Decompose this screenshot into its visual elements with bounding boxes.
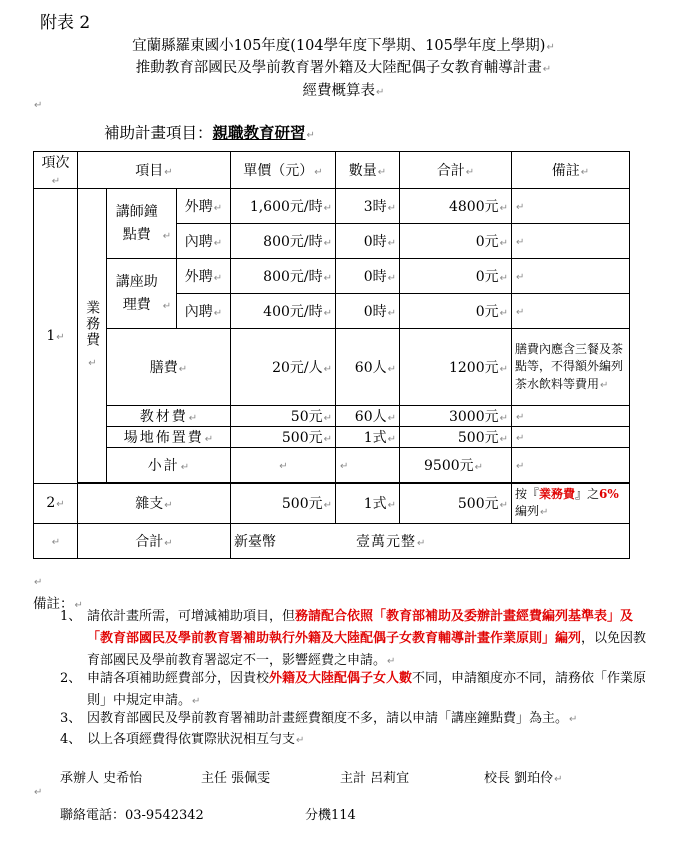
misc-note: 按『業務費』之6%編列↵	[512, 484, 630, 524]
row-index-2: 2↵	[34, 484, 78, 524]
remark-cell: ↵	[512, 224, 630, 259]
material-qty: 60人↵	[336, 406, 400, 427]
assist-int-qty: 0時↵	[336, 294, 400, 329]
assist-int-price: 400元/時↵	[231, 294, 336, 329]
assist-ext-price: 800元/時↵	[231, 259, 336, 294]
remark-cell: ↵	[512, 189, 630, 224]
paragraph-mark: ↵	[34, 100, 43, 111]
misc-qty: 1式↵	[336, 484, 400, 524]
internal-label: 內聘↵	[177, 294, 231, 329]
meal-label: 膳費↵	[107, 329, 231, 406]
document-title-line2: 推動教育部國民及學前教育署外籍及大陸配偶子女教育輔導計畫↵	[135, 60, 552, 76]
header-index: 項次↵	[34, 152, 78, 189]
paragraph-mark: ↵	[34, 787, 43, 798]
grand-amount: 新臺幣 壹萬元整↵	[231, 523, 630, 558]
meal-total: 1200元↵	[400, 329, 512, 406]
misc-total: 500元↵	[400, 484, 512, 524]
header-item: 項目↵	[78, 152, 231, 189]
subtotal-total: 9500元↵	[400, 448, 512, 483]
signature-handler: 承辦人 史希怡	[60, 771, 143, 786]
meal-price: 20元/人↵	[231, 329, 336, 406]
material-price: 50元↵	[231, 406, 336, 427]
table-row	[34, 189, 630, 224]
subtotal-qty: ↵	[336, 448, 400, 483]
signature-principal: 校長 劉珀伶↵	[484, 771, 563, 786]
assist-ext-total: 0元↵	[400, 259, 512, 294]
project-heading: 補助計畫項目：親職教育研習↵	[104, 123, 315, 142]
assist-int-total: 0元↵	[400, 294, 512, 329]
speaker-ext-price: 1,600元/時↵	[231, 189, 336, 224]
venue-qty: 1式↵	[336, 427, 400, 448]
header-remarks: 備註↵	[512, 152, 630, 189]
speaker-int-qty: 0時↵	[336, 224, 400, 259]
external-label: 外聘↵	[177, 259, 231, 294]
meal-qty: 60人↵	[336, 329, 400, 406]
subtotal-label: 小計↵	[107, 448, 231, 483]
attachment-label: 附表 2	[40, 13, 91, 33]
category-business-fee: 業務費↵	[78, 189, 107, 483]
speaker-int-price: 800元/時↵	[231, 224, 336, 259]
remark-cell: ↵	[512, 406, 630, 427]
contact-extension: 分機114	[305, 808, 356, 823]
header-total: 合計↵	[400, 152, 512, 189]
grand-label: 合計↵	[78, 523, 231, 558]
document-title-line1: 宜蘭縣羅東國小105年度(104學年度下學期、105學年度上學期)↵	[132, 38, 555, 54]
project-label: 補助計畫項目：	[104, 124, 213, 142]
table-header-row	[34, 152, 630, 189]
table-row	[34, 523, 630, 558]
meal-note: 膳費內應含三餐及茶點等，不得額外編列茶水飲料等費用↵	[512, 329, 630, 406]
speaker-ext-total: 4800元↵	[400, 189, 512, 224]
table-row	[34, 448, 630, 483]
table-row	[34, 484, 630, 524]
material-label: 教材費↵	[107, 406, 231, 427]
external-label: 外聘↵	[177, 189, 231, 224]
remark-cell: ↵	[512, 294, 630, 329]
subtotal-price: ↵	[231, 448, 336, 483]
speaker-ext-qty: 3時↵	[336, 189, 400, 224]
table-row	[34, 427, 630, 448]
venue-price: 500元↵	[231, 427, 336, 448]
speaker-fee-label: 講師鐘點費 ↵	[107, 189, 177, 259]
venue-label: 場地佈置費↵	[107, 427, 231, 448]
remark-cell: ↵	[512, 427, 630, 448]
contact-phone: 聯絡電話：03-9542342	[60, 808, 204, 823]
table-row	[34, 329, 630, 406]
assistant-fee-label: 講座助理費 ↵	[107, 259, 177, 329]
header-unit-price: 單價（元）↵	[231, 152, 336, 189]
row-index-1: 1↵	[34, 189, 78, 484]
table-row	[34, 259, 630, 294]
misc-price: 500元↵	[231, 484, 336, 524]
document-title-line3: 經費概算表↵	[302, 83, 385, 99]
signature-accountant: 主計 呂莉宜	[340, 771, 410, 786]
signature-director: 主任 張佩雯	[201, 771, 271, 786]
venue-total: 500元↵	[400, 427, 512, 448]
speaker-int-total: 0元↵	[400, 224, 512, 259]
header-quantity: 數量↵	[336, 152, 400, 189]
budget-table	[33, 151, 630, 559]
material-total: 3000元↵	[400, 406, 512, 427]
remark-cell: ↵	[512, 448, 630, 483]
grand-index: ↵	[34, 523, 78, 558]
project-name: 親職教育研習	[212, 123, 306, 142]
assist-ext-qty: 0時↵	[336, 259, 400, 294]
internal-label: 內聘↵	[177, 224, 231, 259]
remarks-title: 備註：↵	[33, 596, 83, 612]
misc-label: 雜支↵	[78, 484, 231, 524]
table-row	[34, 406, 630, 427]
remark-cell: ↵	[512, 259, 630, 294]
paragraph-mark: ↵	[34, 577, 43, 588]
